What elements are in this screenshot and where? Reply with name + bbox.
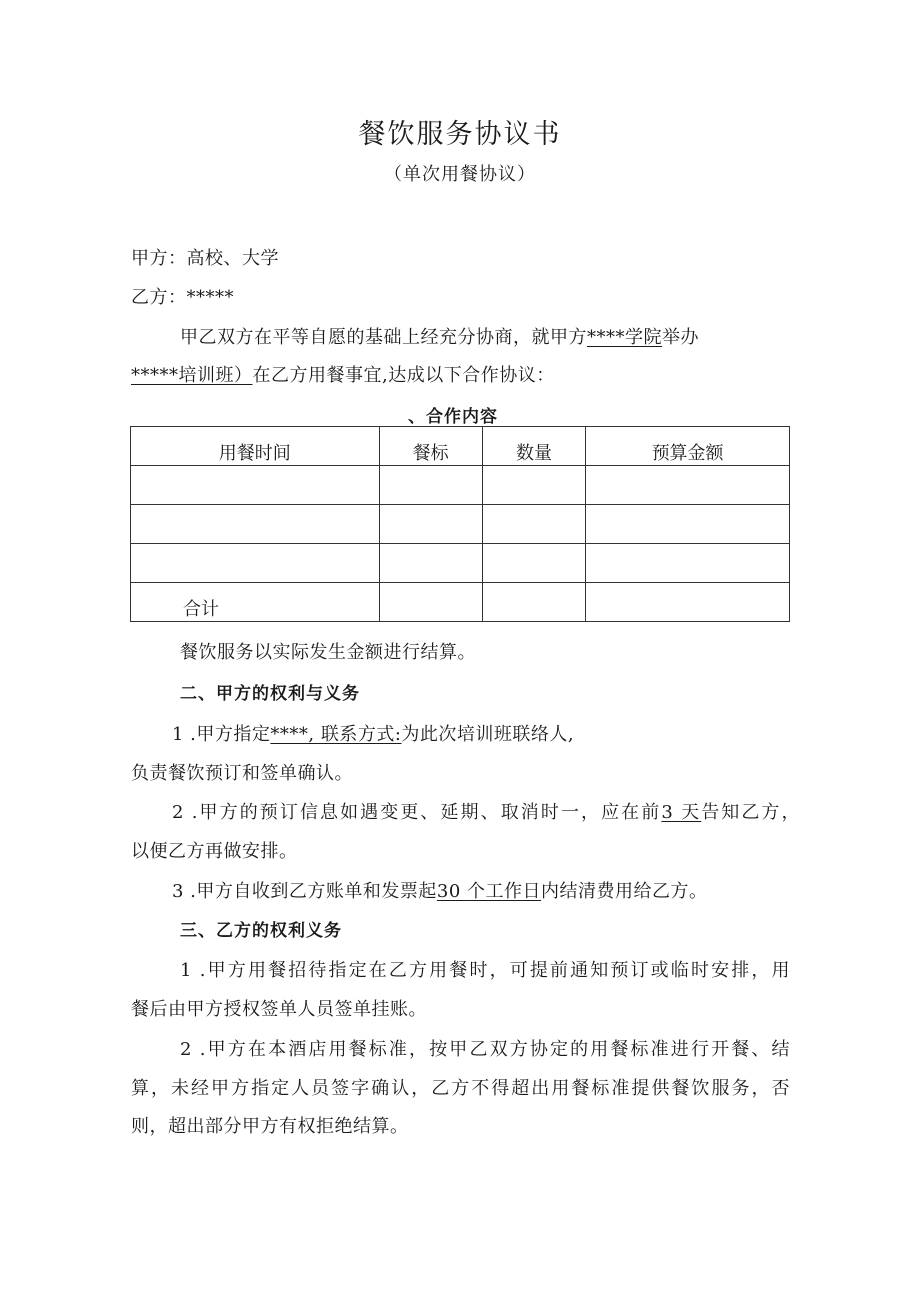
table-cell [482,583,585,622]
intro-class-blank: *****培训班） [131,365,253,386]
table-cell [131,466,380,505]
section-2-item-3 [172,877,708,903]
section-2-item-2-cont: 以便乙方再做安排。 [131,841,298,862]
section-3-item-2-cont: 算，未经甲方指定人员签字确认，乙方不得超出用餐标准提供餐饮服务，否 [131,1078,790,1099]
table-header-row [131,427,790,466]
section-3-item-2: 2 .甲方在本酒店用餐标准，按甲乙双方协定的用餐标准进行开餐、结 [180,1039,790,1060]
table-header: 餐标 [379,427,482,466]
item-text: 为此次培训班联络人, [401,724,575,745]
table-cell [131,505,380,544]
item-text: 1 .甲方指定 [172,724,271,745]
item-text: 3 .甲方自收到乙方账单和发票起 [172,881,437,902]
party-b: 乙方：***** [131,287,234,308]
table-header: 数量 [482,427,585,466]
table-cell [482,544,585,583]
section-2-item-2 [172,798,800,824]
section-3-heading: 三、乙方的权利义务 [180,921,342,941]
table-cell [586,544,790,583]
document-subtitle: （单次用餐协议） [384,164,536,185]
table-header: 预算金额 [586,427,790,466]
table-cell [379,544,482,583]
table-header: 用餐时间 [131,427,380,466]
intro-line-1 [180,323,699,349]
table-row [131,466,790,505]
meal-table [130,426,790,622]
document-title: 餐饮服务协议书 [358,119,562,150]
notice-days: 3 天 [661,802,702,823]
intro-text: 甲乙双方在平等自愿的基础上经充分协商，就甲方 [180,327,587,348]
table-cell [131,544,380,583]
table-row [131,505,790,544]
item-text: 告知乙方， [701,802,800,823]
table-cell [586,583,790,622]
table-cell [379,466,482,505]
payment-days: 30 个工作日 [436,881,542,902]
section-3-item-1-cont: 餐后由甲方授权签单人员签单挂账。 [131,999,427,1020]
intro-college-blank: ****学院 [587,327,662,348]
table-cell [586,466,790,505]
settlement-note: 餐饮服务以实际发生金额进行结算。 [180,642,476,663]
table-cell [482,505,585,544]
section-2-item-1-cont: 负责餐饮预订和签单确认。 [131,763,353,784]
item-text: 2 .甲方的预订信息如遇变更、延期、取消时一，应在前 [172,802,662,823]
section-3-item-1: 1 .甲方用餐招待指定在乙方用餐时，可提前通知预订或临时安排，用 [180,960,790,981]
table-row [131,544,790,583]
table-cell [379,505,482,544]
section-3-item-2-end: 则，超出部分甲方有权拒绝结算。 [131,1116,409,1137]
table-cell [379,583,482,622]
section-2-item-1 [172,720,574,746]
table-cell [482,466,585,505]
party-a: 甲方：高校、大学 [131,248,279,269]
section-2-heading: 二、甲方的权利与义务 [180,684,360,704]
table-cell [586,505,790,544]
table-total-row [131,583,790,622]
intro-line-2 [131,361,555,387]
item-text: 内结清费用给乙方。 [541,881,708,902]
section-1-heading: 、合作内容 [408,407,498,427]
contact-blank: ****, 联系方式: [270,724,402,745]
total-label: 合计 [131,583,380,622]
intro-text: 举办 [662,327,699,348]
intro-text: 在乙方用餐事宜,达成以下合作协议： [252,365,555,386]
